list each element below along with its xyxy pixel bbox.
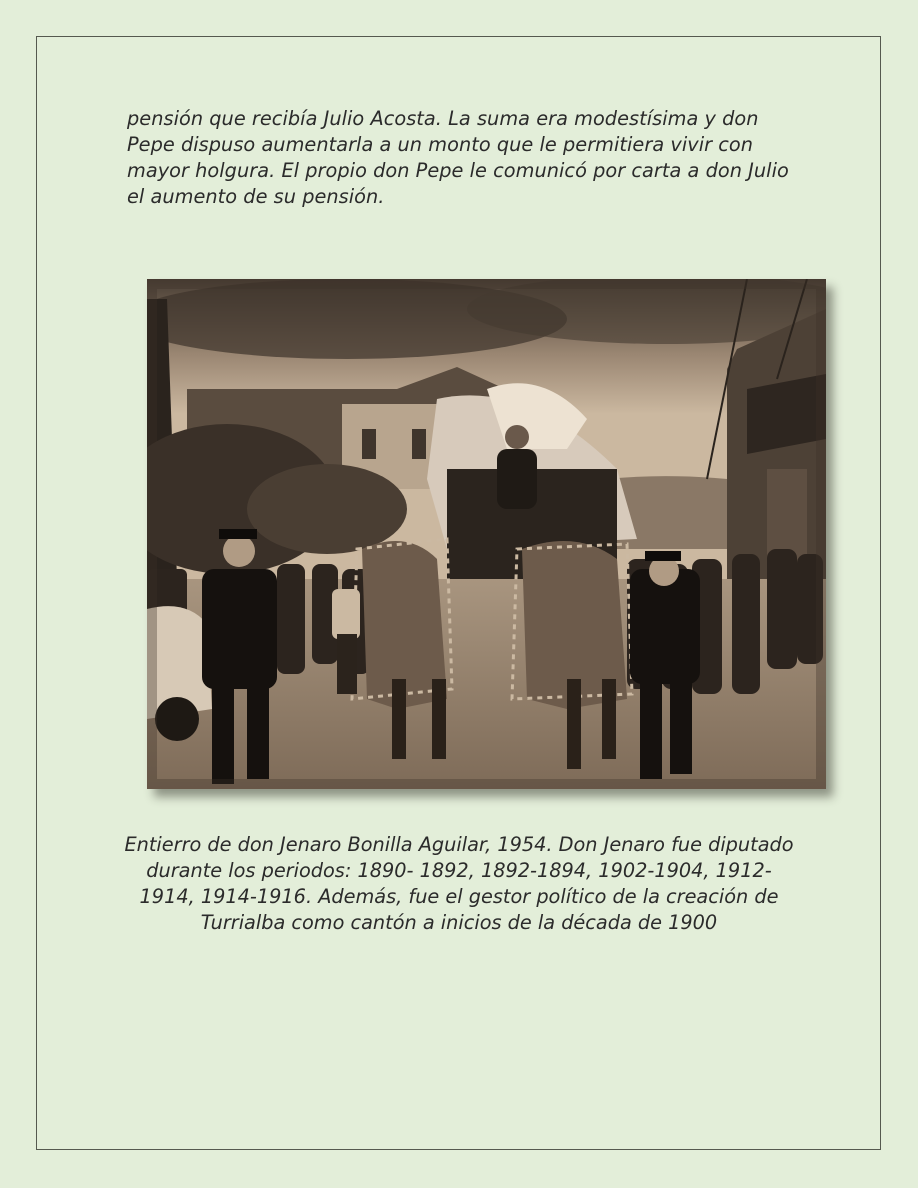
body-paragraph: pensión que recibía Julio Acosta. La suma era modestísima y don Pepe dispuso aumentarla a un monto que le permitiera vivir con mayor holgura. El propio don Pepe le comunicó por carta a don Julio el aumento de su pensión. bbox=[127, 107, 789, 208]
funeral-procession-photo bbox=[147, 279, 826, 789]
photo-caption: Entierro de don Jenaro Bonilla Aguilar, 1954. Don Jenaro fue diputado durante los periodos: 1890- 1892, 1892-1894, 1902-1904, 1912- 1914, 1914-1916. Además, fue el gestor político de la creación de Turrialba como cantón a inicios de la década de 1900 bbox=[124, 833, 794, 934]
